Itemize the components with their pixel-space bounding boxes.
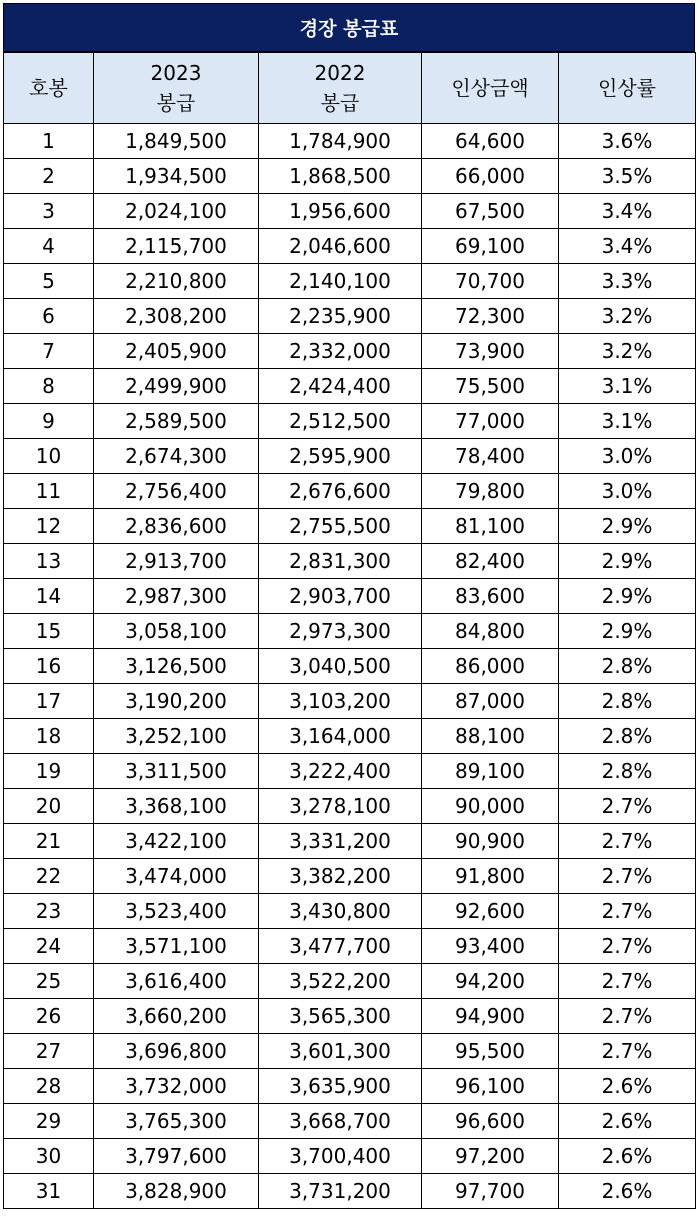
cell-step: 24 — [4, 929, 94, 964]
cell-raise-amount: 96,100 — [422, 1069, 559, 1104]
table-row — [4, 859, 696, 894]
table-row — [4, 579, 696, 614]
table-row — [4, 194, 696, 229]
cell-raise-rate: 2.6% — [559, 1069, 696, 1104]
cell-raise-amount: 78,400 — [422, 439, 559, 474]
cell-step: 27 — [4, 1034, 94, 1069]
table-row — [4, 1104, 696, 1139]
header-2022-label: 봉급 — [320, 91, 360, 115]
cell-step: 31 — [4, 1174, 94, 1209]
cell-raise-rate: 2.6% — [559, 1139, 696, 1174]
cell-raise-amount: 75,500 — [422, 369, 559, 404]
cell-raise-amount: 97,700 — [422, 1174, 559, 1209]
cell-2023-salary: 1,934,500 — [94, 159, 259, 194]
table-row — [4, 1139, 696, 1174]
cell-2022-salary: 3,382,200 — [259, 859, 422, 894]
cell-raise-amount: 92,600 — [422, 894, 559, 929]
cell-step: 20 — [4, 789, 94, 824]
cell-raise-amount: 86,000 — [422, 649, 559, 684]
header-2022-year: 2022 — [314, 61, 366, 85]
cell-step: 30 — [4, 1139, 94, 1174]
cell-2023-salary: 2,210,800 — [94, 264, 259, 299]
cell-2022-salary: 3,331,200 — [259, 824, 422, 859]
cell-raise-rate: 2.8% — [559, 754, 696, 789]
cell-2022-salary: 3,164,000 — [259, 719, 422, 754]
cell-raise-amount: 91,800 — [422, 859, 559, 894]
table-row — [4, 299, 696, 334]
cell-raise-amount: 70,700 — [422, 264, 559, 299]
cell-2022-salary: 3,278,100 — [259, 789, 422, 824]
cell-2022-salary: 3,565,300 — [259, 999, 422, 1034]
cell-raise-rate: 2.7% — [559, 999, 696, 1034]
table-body — [4, 124, 696, 1209]
cell-2023-salary: 2,913,700 — [94, 544, 259, 579]
cell-2022-salary: 2,676,600 — [259, 474, 422, 509]
cell-2022-salary: 2,046,600 — [259, 229, 422, 264]
cell-2022-salary: 3,700,400 — [259, 1139, 422, 1174]
cell-2023-salary: 3,252,100 — [94, 719, 259, 754]
cell-raise-amount: 81,100 — [422, 509, 559, 544]
cell-2023-salary: 3,616,400 — [94, 964, 259, 999]
table-row — [4, 159, 696, 194]
cell-step: 3 — [4, 194, 94, 229]
cell-2022-salary: 2,512,500 — [259, 404, 422, 439]
cell-step: 23 — [4, 894, 94, 929]
cell-2022-salary: 3,522,200 — [259, 964, 422, 999]
cell-2023-salary: 3,422,100 — [94, 824, 259, 859]
cell-2022-salary: 2,831,300 — [259, 544, 422, 579]
cell-2023-salary: 3,696,800 — [94, 1034, 259, 1069]
cell-step: 19 — [4, 754, 94, 789]
cell-raise-rate: 2.9% — [559, 614, 696, 649]
header-2023-year: 2023 — [150, 61, 202, 85]
cell-2022-salary: 3,668,700 — [259, 1104, 422, 1139]
cell-2022-salary: 3,477,700 — [259, 929, 422, 964]
cell-step: 12 — [4, 509, 94, 544]
table-header — [4, 53, 696, 124]
header-step: 호봉 — [4, 53, 94, 124]
cell-raise-amount: 87,000 — [422, 684, 559, 719]
cell-raise-rate: 2.7% — [559, 859, 696, 894]
cell-2022-salary: 3,731,200 — [259, 1174, 422, 1209]
cell-raise-amount: 84,800 — [422, 614, 559, 649]
salary-sheet — [3, 3, 695, 1209]
cell-raise-rate: 2.7% — [559, 789, 696, 824]
cell-raise-rate: 3.4% — [559, 229, 696, 264]
cell-raise-rate: 2.7% — [559, 964, 696, 999]
table-row — [4, 1069, 696, 1104]
cell-2023-salary: 2,589,500 — [94, 404, 259, 439]
cell-2023-salary: 3,828,900 — [94, 1174, 259, 1209]
header-row — [4, 53, 696, 124]
table-row — [4, 894, 696, 929]
cell-2023-salary: 3,311,500 — [94, 754, 259, 789]
salary-table — [3, 52, 696, 1209]
cell-raise-rate: 3.1% — [559, 369, 696, 404]
table-row — [4, 509, 696, 544]
cell-2023-salary: 2,405,900 — [94, 334, 259, 369]
cell-raise-amount: 88,100 — [422, 719, 559, 754]
cell-raise-amount: 90,000 — [422, 789, 559, 824]
cell-2023-salary: 3,058,100 — [94, 614, 259, 649]
cell-2022-salary: 2,973,300 — [259, 614, 422, 649]
cell-2022-salary: 3,601,300 — [259, 1034, 422, 1069]
cell-step: 21 — [4, 824, 94, 859]
cell-raise-amount: 94,900 — [422, 999, 559, 1034]
cell-2022-salary: 2,140,100 — [259, 264, 422, 299]
header-2023-salary — [94, 53, 259, 124]
cell-raise-amount: 67,500 — [422, 194, 559, 229]
cell-2023-salary: 3,523,400 — [94, 894, 259, 929]
cell-raise-rate: 3.1% — [559, 404, 696, 439]
cell-raise-amount: 64,600 — [422, 124, 559, 159]
cell-step: 28 — [4, 1069, 94, 1104]
table-row — [4, 439, 696, 474]
table-row — [4, 1034, 696, 1069]
cell-2022-salary: 2,595,900 — [259, 439, 422, 474]
cell-2023-salary: 2,674,300 — [94, 439, 259, 474]
cell-step: 1 — [4, 124, 94, 159]
cell-raise-rate: 2.9% — [559, 544, 696, 579]
cell-2023-salary: 2,024,100 — [94, 194, 259, 229]
cell-2022-salary: 2,424,400 — [259, 369, 422, 404]
cell-step: 16 — [4, 649, 94, 684]
cell-raise-rate: 3.2% — [559, 334, 696, 369]
table-row — [4, 334, 696, 369]
cell-raise-amount: 69,100 — [422, 229, 559, 264]
cell-raise-rate: 2.8% — [559, 649, 696, 684]
cell-2022-salary: 3,635,900 — [259, 1069, 422, 1104]
cell-2023-salary: 3,732,000 — [94, 1069, 259, 1104]
cell-step: 17 — [4, 684, 94, 719]
table-title: 경장 봉급표 — [3, 3, 695, 52]
table-row — [4, 124, 696, 159]
header-raise-amount: 인상금액 — [422, 53, 559, 124]
cell-raise-amount: 89,100 — [422, 754, 559, 789]
cell-step: 6 — [4, 299, 94, 334]
table-row — [4, 229, 696, 264]
cell-2023-salary: 2,756,400 — [94, 474, 259, 509]
table-row — [4, 1174, 696, 1209]
cell-2022-salary: 2,903,700 — [259, 579, 422, 614]
cell-2022-salary: 3,222,400 — [259, 754, 422, 789]
cell-2023-salary: 3,797,600 — [94, 1139, 259, 1174]
table-row — [4, 719, 696, 754]
cell-raise-amount: 94,200 — [422, 964, 559, 999]
cell-raise-rate: 3.2% — [559, 299, 696, 334]
table-row — [4, 544, 696, 579]
cell-raise-amount: 79,800 — [422, 474, 559, 509]
cell-step: 18 — [4, 719, 94, 754]
cell-2023-salary: 3,190,200 — [94, 684, 259, 719]
cell-2022-salary: 3,103,200 — [259, 684, 422, 719]
cell-step: 7 — [4, 334, 94, 369]
cell-2022-salary: 2,755,500 — [259, 509, 422, 544]
cell-raise-amount: 82,400 — [422, 544, 559, 579]
cell-raise-rate: 3.0% — [559, 474, 696, 509]
cell-2022-salary: 2,235,900 — [259, 299, 422, 334]
table-row — [4, 964, 696, 999]
cell-raise-rate: 3.3% — [559, 264, 696, 299]
table-row — [4, 474, 696, 509]
cell-raise-rate: 2.8% — [559, 719, 696, 754]
table-row — [4, 789, 696, 824]
header-2022-salary — [259, 53, 422, 124]
cell-raise-amount: 83,600 — [422, 579, 559, 614]
table-row — [4, 824, 696, 859]
cell-raise-amount: 97,200 — [422, 1139, 559, 1174]
cell-step: 26 — [4, 999, 94, 1034]
cell-raise-rate: 2.9% — [559, 579, 696, 614]
table-row — [4, 614, 696, 649]
cell-2023-salary: 3,126,500 — [94, 649, 259, 684]
cell-2023-salary: 2,836,600 — [94, 509, 259, 544]
cell-2022-salary: 3,040,500 — [259, 649, 422, 684]
cell-raise-rate: 2.6% — [559, 1104, 696, 1139]
table-row — [4, 404, 696, 439]
table-row — [4, 684, 696, 719]
cell-step: 10 — [4, 439, 94, 474]
cell-raise-rate: 2.7% — [559, 929, 696, 964]
cell-raise-amount: 93,400 — [422, 929, 559, 964]
cell-2022-salary: 2,332,000 — [259, 334, 422, 369]
cell-2023-salary: 2,499,900 — [94, 369, 259, 404]
cell-2022-salary: 1,868,500 — [259, 159, 422, 194]
cell-step: 2 — [4, 159, 94, 194]
cell-raise-rate: 3.4% — [559, 194, 696, 229]
cell-step: 11 — [4, 474, 94, 509]
cell-raise-rate: 2.8% — [559, 684, 696, 719]
cell-step: 15 — [4, 614, 94, 649]
cell-step: 4 — [4, 229, 94, 264]
cell-step: 14 — [4, 579, 94, 614]
cell-2023-salary: 3,571,100 — [94, 929, 259, 964]
cell-raise-rate: 2.9% — [559, 509, 696, 544]
cell-step: 25 — [4, 964, 94, 999]
cell-raise-rate: 2.6% — [559, 1174, 696, 1209]
cell-2022-salary: 1,956,600 — [259, 194, 422, 229]
cell-raise-rate: 3.5% — [559, 159, 696, 194]
cell-step: 22 — [4, 859, 94, 894]
cell-step: 29 — [4, 1104, 94, 1139]
header-2023-label: 봉급 — [156, 91, 196, 115]
table-row — [4, 999, 696, 1034]
cell-2022-salary: 1,784,900 — [259, 124, 422, 159]
cell-step: 5 — [4, 264, 94, 299]
cell-step: 9 — [4, 404, 94, 439]
cell-step: 8 — [4, 369, 94, 404]
cell-2023-salary: 1,849,500 — [94, 124, 259, 159]
cell-raise-amount: 96,600 — [422, 1104, 559, 1139]
cell-raise-amount: 90,900 — [422, 824, 559, 859]
cell-step: 13 — [4, 544, 94, 579]
cell-2023-salary: 3,474,000 — [94, 859, 259, 894]
table-row — [4, 929, 696, 964]
cell-raise-amount: 95,500 — [422, 1034, 559, 1069]
cell-2023-salary: 3,765,300 — [94, 1104, 259, 1139]
cell-2023-salary: 3,368,100 — [94, 789, 259, 824]
cell-raise-rate: 3.6% — [559, 124, 696, 159]
cell-2023-salary: 2,987,300 — [94, 579, 259, 614]
cell-raise-amount: 72,300 — [422, 299, 559, 334]
table-row — [4, 264, 696, 299]
cell-2023-salary: 3,660,200 — [94, 999, 259, 1034]
cell-raise-amount: 73,900 — [422, 334, 559, 369]
cell-2023-salary: 2,115,700 — [94, 229, 259, 264]
cell-2022-salary: 3,430,800 — [259, 894, 422, 929]
cell-raise-rate: 2.7% — [559, 824, 696, 859]
table-row — [4, 369, 696, 404]
cell-raise-amount: 66,000 — [422, 159, 559, 194]
cell-raise-rate: 3.0% — [559, 439, 696, 474]
cell-raise-rate: 2.7% — [559, 894, 696, 929]
cell-raise-rate: 2.7% — [559, 1034, 696, 1069]
cell-raise-amount: 77,000 — [422, 404, 559, 439]
table-row — [4, 754, 696, 789]
header-raise-rate: 인상률 — [559, 53, 696, 124]
cell-2023-salary: 2,308,200 — [94, 299, 259, 334]
table-row — [4, 649, 696, 684]
